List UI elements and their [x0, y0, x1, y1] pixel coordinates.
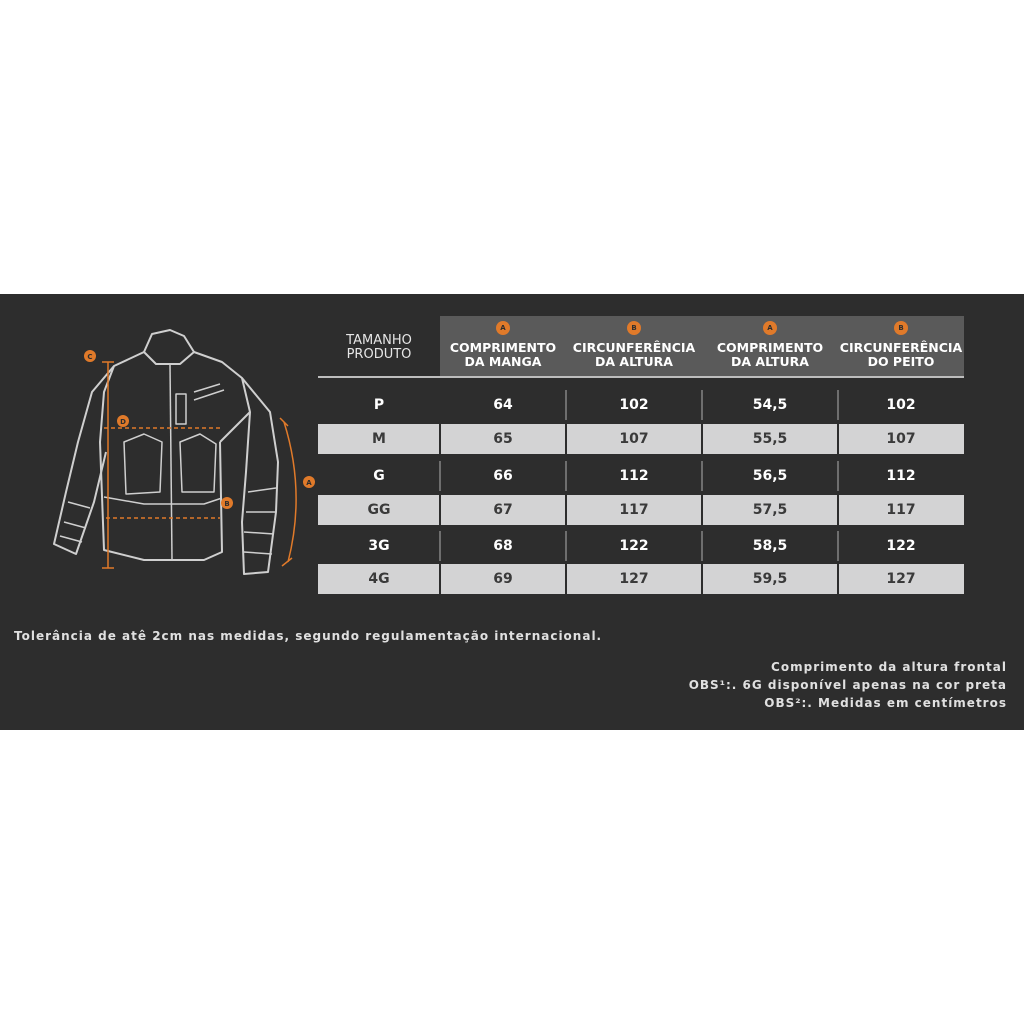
- note-frontal-height: Comprimento da altura frontal: [771, 660, 1007, 674]
- badge-b-icon: B: [894, 321, 908, 335]
- badge-a-icon: A: [496, 321, 510, 335]
- jacket-diagram: [44, 322, 334, 612]
- badge-b-label: B: [224, 500, 230, 508]
- badge-a-label: A: [306, 479, 312, 487]
- badge-c-label: C: [87, 353, 93, 361]
- badge-a-icon: A: [763, 321, 777, 335]
- size-header-line2: PRODUTO: [346, 347, 412, 362]
- table-row: 4G 69 127 59,5 127: [318, 564, 964, 594]
- measure-badges: [84, 350, 315, 509]
- table-row: 3G 68 122 58,5 122: [318, 531, 964, 561]
- table-row: P 64 102 54,5 102: [318, 390, 964, 420]
- col-header-sleeve-length: A COMPRIMENTO DA MANGA: [440, 316, 566, 376]
- note-obs1: OBS¹:. 6G disponível apenas na cor preta: [688, 678, 1007, 692]
- col-header-chest-circumference: B CIRCUNFERÊNCIA DO PEITO: [838, 316, 964, 376]
- size-header-line1: TAMANHO: [346, 333, 412, 348]
- size-header: [318, 316, 440, 376]
- tolerance-note: Tolerância de atê 2cm nas medidas, segundo regulamentação internacional.: [14, 629, 603, 643]
- measurement-header: [440, 316, 964, 376]
- badge-b-icon: B: [627, 321, 641, 335]
- table-row: M 65 107 55,5 107: [318, 424, 964, 454]
- header-divider: [318, 376, 964, 378]
- note-obs2: OBS²:. Medidas em centímetros: [764, 696, 1007, 710]
- col-header-height-circumference: B CIRCUNFERÊNCIA DA ALTURA: [566, 316, 702, 376]
- col-header-height-length: A COMPRIMENTO DA ALTURA: [702, 316, 838, 376]
- table-row: G 66 112 56,5 112: [318, 461, 964, 491]
- table-row: GG 67 117 57,5 117: [318, 495, 964, 525]
- badge-d-label: D: [120, 418, 126, 426]
